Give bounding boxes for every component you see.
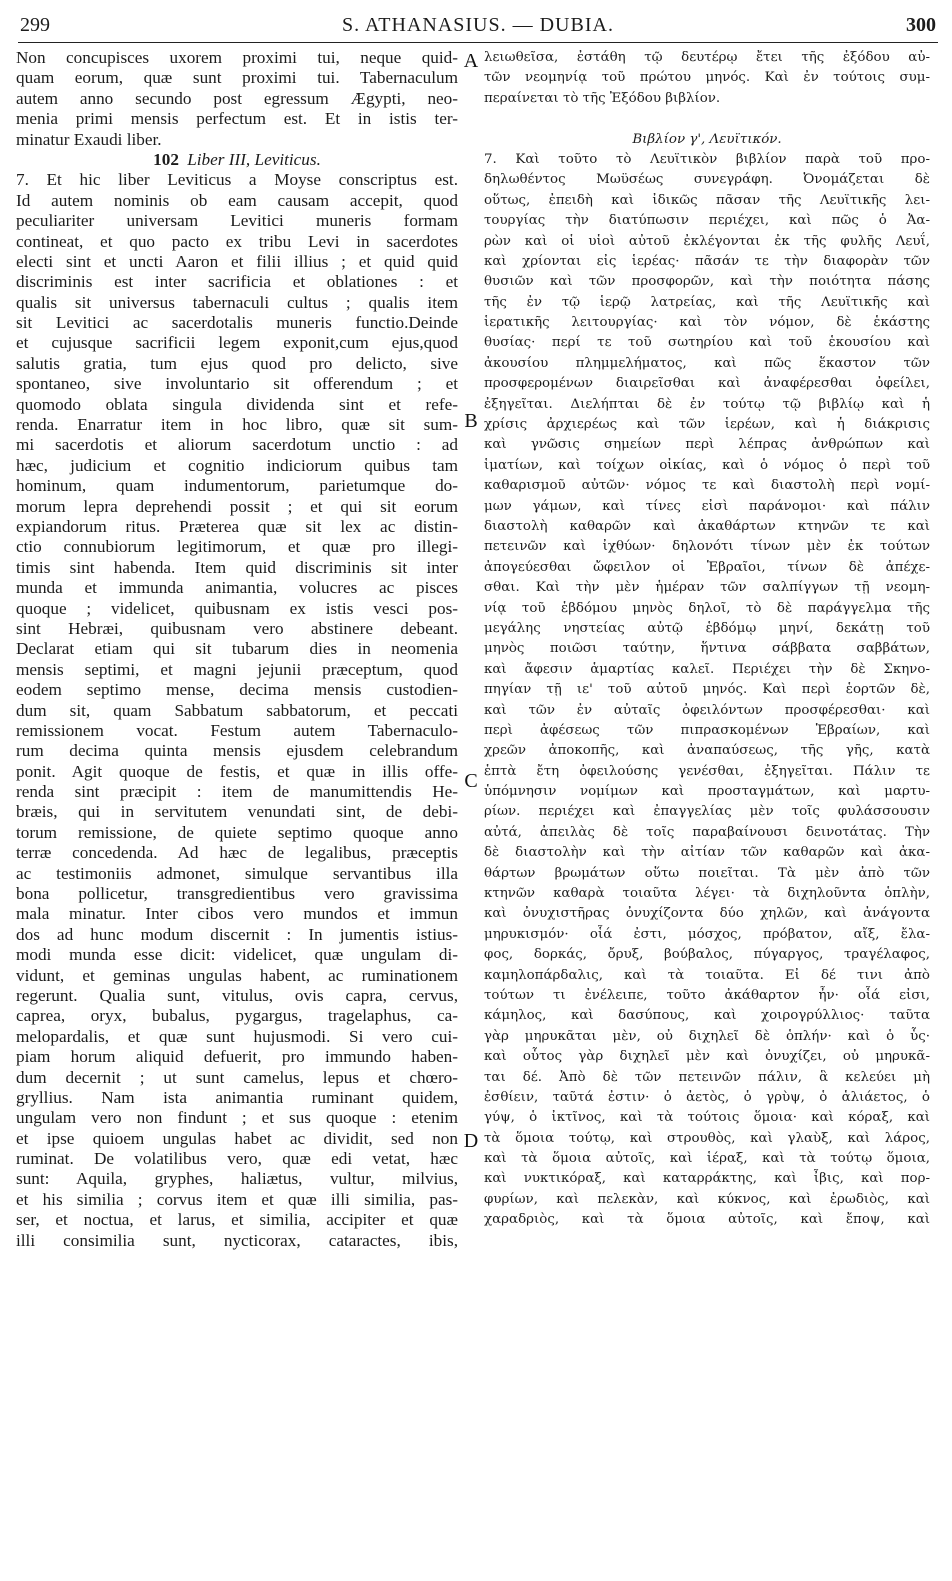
text-line: spontaneo, sive involuntario sit offerendum ; et [16, 374, 458, 394]
greek-body-text [484, 150, 930, 1231]
text-line: dum sit, quam Sabbatum sabbatorum, et peccati [16, 700, 458, 720]
text-line: 7. Et hic liber Leviticus a Moyse conscriptus est. [16, 170, 458, 190]
text-line: sunt: Aquila, gryphes, haliætus, vultur, milvius, [16, 1169, 458, 1189]
text-line: ἐσθίειν, ταῦτά ἐστιν· ὁ ἀετὸς, ὁ γρὺψ, ὁ ἁλιάετος, ὁ [484, 1089, 930, 1105]
text-line: expiandorum ritus. Præterea quæ sit lex ac distin- [16, 516, 458, 536]
text-line: μεγάλης νηστείας αὐτῷ ἑβδόμῳ μηνί, δεκάτῃ τοῦ [484, 620, 930, 636]
text-line: θυσίας· περί τε τοῦ σωτηρίου καὶ τοῦ ἑκουσίου καὶ [484, 335, 930, 351]
text-line: τούτων τι ἐνέλειπε, τοῦτο ἀκάθαρτον ἦν· οἷά εἰσι, [484, 987, 930, 1003]
text-line: renda. Enarratur item in hoc libro, quæ sit sum- [16, 415, 458, 435]
greek-column [484, 48, 930, 1231]
text-line: σθαι. Καὶ τὴν μὲν ἡμέραν τῶν σαλπίγγων τῇ νεομη- [484, 580, 930, 596]
text-line: περαίνεται τὸ τῆς Ἐξόδου βιβλίον. [484, 90, 721, 106]
text-line: διαστολὴ καθαρῶν καὶ ἀκαθάρτων κτηνῶν τε καὶ [484, 518, 930, 534]
text-line: γὰρ μηρυκᾶται μὲν, οὐ διχηλεῖ δὲ ὁπλήν· καὶ ὁ ὗς· [484, 1028, 930, 1044]
text-line: quam eorum, quæ sunt proximi tui. Tabernaculum [16, 68, 458, 88]
text-line: hæc, judicium et cognitio indiciorum quibus tam [16, 455, 458, 475]
text-line: καὶ γνῶσις σημείων περὶ λέπρας ἀνθρώπων καὶ [484, 437, 930, 453]
text-line: bræis, qui in servitutem venundati sint, de debi- [16, 802, 458, 822]
text-line: salutis gratia, tum ejus quod pro delicto, sive [16, 353, 458, 373]
text-line: mala minatur. Inter cibos vero mundos et immun [16, 904, 458, 924]
text-line: δηλωθέντος Μωϋσέως συνεγράφη. Ὀνομάζεται δὲ [484, 172, 930, 188]
text-line: modi munda esse dicit: videlicet, quæ ungulam di- [16, 945, 458, 965]
latin-intro-paragraph [16, 48, 458, 150]
margin-marker-c: C [464, 770, 478, 792]
text-line: remissionem vocat. Festum autem Tabernaculo- [16, 720, 458, 740]
text-line: vidunt, et geminas ungulas habent, ac ruminationem [16, 965, 458, 985]
greek-spacer [484, 109, 930, 129]
text-line: θυσιῶν καὶ τῶν προσφορῶν, καὶ τὴν ποιότητα πάσης [484, 274, 930, 290]
text-line: πετεινῶν καὶ ἰχθύων· δηλονότι τίνων μὲν ἐκ τούτων [484, 539, 930, 555]
text-line: qualis sit universus tabernaculi cultus ; qualis item [16, 292, 458, 312]
text-line: morum lepra deprehendi possit ; et qui sit eorum [16, 496, 458, 516]
text-line: καὶ οὗτος γὰρ διχηλεῖ μὲν καὶ ὀνυχίζει, οὐ μηρυκᾶ- [484, 1049, 930, 1065]
text-line: dum decernit ; ut sunt camelus, lepus et chœro- [16, 1067, 458, 1087]
text-line: φυρίων, καὶ πελεκὰν, καὶ κύκνος, καὶ ἐρωδιὸς, καὶ [484, 1191, 930, 1207]
text-line: ἐξηγεῖται. Διελήπται δὲ ἐν τούτῳ τῷ βιβλίῳ καὶ ἡ [484, 396, 930, 412]
text-line: Declarat etiam qui sit tubarum dies in neomenia [16, 639, 458, 659]
text-line: ται δέ. Ἀπὸ δὲ τῶν πετεινῶν πάλιν, ἃ κελεύει μὴ [484, 1069, 930, 1085]
text-line: quomodo oblata singula dividenda sint et refe- [16, 394, 458, 414]
text-line: caprea, oryx, bubalus, pygargus, tragelaphus, ca- [16, 1006, 458, 1026]
latin-section-heading [16, 150, 458, 170]
text-line: timis sint habenda. Item quid discriminis sit inter [16, 557, 458, 577]
text-line: ρὼν καὶ οἱ υἱοὶ αὐτοῦ ἐκλέγονται ἐκ τῆς φυλῆς Λευΐ, [484, 233, 930, 249]
text-line: electi sint et uncti Aaron et filii illius ; et quid quid [16, 251, 458, 271]
text-line: et ipse quioem ungulas habet ac dividit, sed non [16, 1128, 458, 1148]
text-line: καὶ τῶν ἐν αὐταῖς ὀφειλόντων προσφέρεσθαι· καὶ [484, 702, 930, 718]
latin-section-title: Liber III, Leviticus. [187, 149, 321, 169]
text-line: illi consimilia sunt, nycticorax, cataractes, ibis, [16, 1230, 458, 1250]
text-line: mensis septimi, et magni jejunii præceptum, quod [16, 659, 458, 679]
text-line: regerunt. Qualia sunt, vitulus, ovis capra, cervus, [16, 985, 458, 1005]
text-line: καὶ ἄφεσιν ἁμαρτίας καλεῖ. Περιέχει τὴν δὲ Σκηνο- [484, 661, 930, 677]
text-line: ὑπόμνησιν νομίμων καὶ προσταγμάτων, καὶ μαρτυ- [484, 784, 930, 800]
text-line: menia primi mensis perfectum est. Et in istis ter- [16, 109, 458, 129]
text-line: renda sint præcipit : item de manumittendis He- [16, 782, 458, 802]
text-line: ἱματίων, καὶ τοίχων οἰκίας, καὶ ὁ νόμος ὁ περὶ τοῦ [484, 457, 930, 473]
running-title: S. ATHANASIUS. — DUBIA. [342, 14, 614, 36]
text-line: discriminis est inter sacrificia et oblationes : et [16, 272, 458, 292]
text-line: χαραδριὸς, καὶ τὰ ὅμοια αὐτοῖς, καὶ ἔποψ, καὶ [484, 1212, 930, 1228]
margin-marker-a: A [463, 50, 479, 72]
text-line: μηνὸς ποιῶσι ταύτην, ἥντινα σάββατα σαββάτων, [484, 641, 930, 657]
text-line: torum remissione, de quiete septimo quoque anno [16, 822, 458, 842]
text-line: bona pollicetur, transgredientibus vero gravissima [16, 884, 458, 904]
text-line: mi sacerdotis et aliorum sacerdotum unctio : ad [16, 435, 458, 455]
text-line: et his similia ; corvus item et quæ illi similia, pas- [16, 1189, 458, 1209]
text-line: καθαρισμοῦ αὐτῶν· νόμος τε καὶ διαστολὴ περὶ νομί- [484, 478, 930, 494]
text-line: ἑπτὰ ἔτη ὀφειλούσης γενέσθαι, ἐξηγεῖται. Πάλιν τε [484, 763, 930, 779]
text-line: peculiariter universam Levitici muneris formam [16, 211, 458, 231]
text-line: minatur Exaudi liber. [16, 129, 162, 149]
text-line: ρίων. περιέχει καὶ ἐπαγγελίας μὲν τοῖς φυλάσσουσιν [484, 804, 930, 820]
text-line: περὶ ἀφέσεως τῶν πιπρασκομένων Ἑβραίων, καὶ [484, 722, 930, 738]
text-line: hominum, quam indumentorum, parietumque do- [16, 476, 458, 496]
text-line: τῶν νεομηνίᾳ τοῦ πρώτου μηνός. Καὶ ἐν τούτοις συμ- [484, 70, 930, 86]
text-line: κάμηλος, καὶ δασύπους, καὶ χοιρογρύλλιος· ταῦτα [484, 1008, 930, 1024]
text-line: contineat, et quo pacto ex tribu Levi in sacerdotes [16, 231, 458, 251]
text-line: ponit. Agit quoque de festis, et quæ in illis offe- [16, 761, 458, 781]
text-line: piam horum aliquid defuerit, pro immundo haben- [16, 1047, 458, 1067]
text-line: gryllius. Nam ista animantia ruminant quidem, [16, 1087, 458, 1107]
margin-marker-d: D [463, 1130, 479, 1152]
margin-marker-b: B [464, 410, 478, 432]
text-line: καὶ ὀνυχιστῆρας ὀνυχίζοντα δύο χηλῶν, καὶ ἀνάγοντα [484, 906, 930, 922]
text-line: ctio connubiorum legitimorum, et quæ pro illegi- [16, 537, 458, 557]
text-line: ruminat. De volatilibus vero, quæ edi vetat, hæc [16, 1149, 458, 1169]
text-line: προσφερομένων διαιρεῖσθαι καὶ ἀναφέρεσθαι ὀφείλει, [484, 376, 930, 392]
text-line: dos ad hunc modum discernit : In jumentis istius- [16, 924, 458, 944]
text-line: γύψ, ὁ ἰκτῖνος, καὶ τὰ τούτοις ὅμοια· καὶ κόραξ, καὶ [484, 1110, 930, 1126]
text-line: terræ concedenda. Ad hæc de legalibus, præceptis [16, 843, 458, 863]
text-line: θάρτων βρωμάτων οὕτω ποιεῖται. Τὰ μὲν ἀπὸ τῶν [484, 865, 930, 881]
page-number-left: 299 [20, 14, 50, 36]
latin-column [16, 48, 458, 1251]
text-line: χρεῶν ἀποκοπῆς, καὶ ἀναπαύσεως, τῆς γῆς, κατὰ [484, 743, 930, 759]
latin-body-text [16, 170, 458, 1251]
text-line: οὕτως, ἐπειδὴ καὶ ἰδικῶς πᾶσαν τῆς Λευϊτικῆς λει- [484, 192, 930, 208]
text-line: καὶ χρίονται εἰς ἱερέας· πᾶσάν τε τὴν διαφορὰν τῶν [484, 253, 930, 269]
text-line: κτηνῶν καθαρὰ τοιαῦτα λέγει· τὰ διχηλοῦντα ὁπλὴν, [484, 886, 930, 902]
text-line: τουργίας τὴν διατύπωσιν περιέχει, καὶ πῶς ὁ Ἀα- [484, 213, 930, 229]
text-line: 7. Καὶ τοῦτο τὸ Λευϊτικὸν βιβλίον παρὰ τοῦ προ- [484, 151, 930, 167]
running-header [18, 10, 938, 43]
greek-intro-paragraph [484, 48, 930, 109]
text-line: ungulam vero non findunt ; et sus quoque : etenim [16, 1108, 458, 1128]
text-line: νίᾳ τοῦ ἑβδόμου μηνὸς δηλοῖ, τὸ δὲ παράγγελμα τῆς [484, 600, 930, 616]
text-line: μηρυκισμόν· οἷά ἐστι, μόσχος, πρόβατον, αἴξ, ἔλα- [484, 926, 930, 942]
text-line: τὰ ὅμοια τούτῳ, καὶ στρουθὸς, καὶ γλαὺξ, καὶ λάρος, [484, 1130, 930, 1146]
text-line: τῆς ἐν τῷ ἱερῷ λατρείας, καὶ τῆς Λευϊτικῆς καὶ [484, 294, 930, 310]
text-line: rum decima quinta mensis ejusdem celebrandum [16, 741, 458, 761]
text-line: ἀκουσίου πλημμελήματος, καὶ πῶς ἕκαστον τῶν [484, 355, 930, 371]
text-line: et cujusque sacrificii legem exponit,cum ejus,quod [16, 333, 458, 353]
text-line: αὐτά, ἀπειλὰς δὲ τοῖς παραβαίνουσι δεινοτάτας. Τὴν [484, 824, 930, 840]
greek-section-heading [484, 130, 930, 150]
text-line: eodem septimo mense, decima mensis custodien- [16, 680, 458, 700]
greek-section-title: Βιβλίον γ', Λευϊτικόν. [632, 131, 782, 147]
text-line: χρίσις ἀρχιερέως καὶ τῶν ἱερέων, καὶ ἡ διάκρισις [484, 417, 930, 433]
text-line: Non concupisces uxorem proximi tui, neque quid- [16, 48, 458, 67]
text-line: autem anno secundo post egressum Ægypti, neo- [16, 88, 458, 108]
text-line: καμηλοπάρδαλις, καὶ τὰ τοιαῦτα. Εἰ δέ τινι ἀπὸ [484, 967, 930, 983]
text-line: δὲ διαστολὴν καὶ τὴν αἰτίαν τῶν καθαρῶν καὶ ἀκα- [484, 845, 930, 861]
text-line: sint Hebræi, quibusnam vero abstinere debeant. [16, 618, 458, 638]
text-line: λειωθεῖσα, ἐστάθη τῷ δευτέρῳ ἔτει τῆς ἐξόδου αὐ- [484, 50, 930, 65]
text-line: sit Levitici ac sacerdotalis muneris functio.Deinde [16, 313, 458, 333]
text-line: καὶ τὰ ὅμοια αὐτοῖς, καὶ ἱέραξ, καὶ τὰ τούτῳ ὅμοια, [484, 1151, 930, 1167]
text-line: καὶ νυκτικόραξ, καὶ καταρράκτης, καὶ ἶβις, καὶ πορ- [484, 1171, 930, 1187]
text-line: μων γάμων, καὶ τίνες εἰσὶ παράνομοι· καὶ πάλιν [484, 498, 930, 514]
text-line: ἀπογεύεσθαι ὤφειλον οἱ Ἑβραῖοι, τίνων δὲ ἀπέχε- [484, 559, 930, 575]
text-line: ac testimoniis admonet, simulque servantibus illa [16, 863, 458, 883]
text-line: quoque ; videlicet, quibusnam ex istis vesci pos- [16, 598, 458, 618]
text-line: munda et immunda animantia, volucres ac pisces [16, 578, 458, 598]
text-line: melopardalis, et quæ sunt hujusmodi. Si vero cui- [16, 1026, 458, 1046]
text-line: ser, et noctua, et larus, et similia, accipiter et quæ [16, 1210, 458, 1230]
text-line: φος, δορκάς, ὄρυξ, βούβαλος, πύγαργος, τραγέλαφος, [484, 947, 930, 963]
text-line: Id autem nominis ob eam causam accepit, quod [16, 190, 458, 210]
section-number: 102 [153, 149, 179, 169]
text-line: πηγίαν τῇ ιε' τοῦ αὐτοῦ μηνός. Καὶ περὶ ἑορτῶν δὲ, [484, 682, 930, 698]
page-number-right: 300 [906, 14, 936, 36]
text-line: ἱερατικῆς λειτουργίας· καὶ τὸν νόμον, δὲ ἑκάστης [484, 315, 930, 331]
